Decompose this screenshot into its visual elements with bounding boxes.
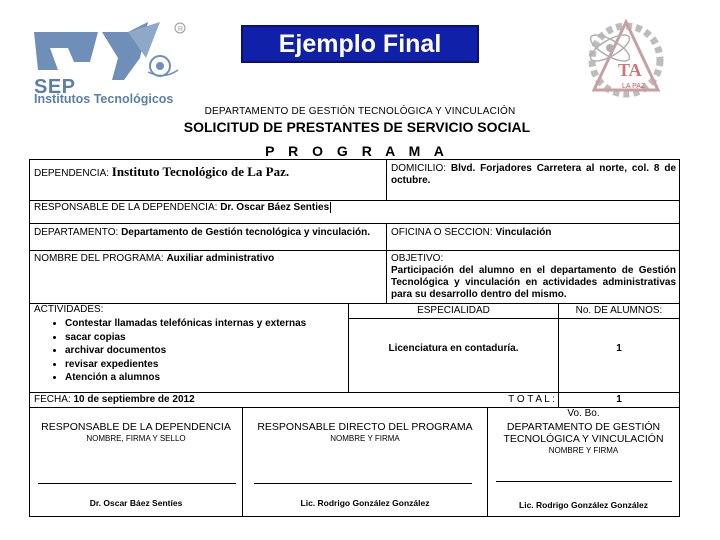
sep-brand: SEP bbox=[34, 76, 76, 98]
sig3-vobo: Vo. Bo. bbox=[567, 408, 600, 419]
oficina-field bbox=[391, 227, 676, 239]
form-table bbox=[29, 159, 680, 517]
programa-label: NOMBRE DEL PROGRAMA: bbox=[34, 253, 164, 264]
activity-item: • Atención a alumnos bbox=[65, 371, 375, 385]
oficina-value: Vinculación bbox=[495, 227, 552, 238]
itlp-logo-text: LA PAZ bbox=[622, 83, 646, 90]
total-value: 1 bbox=[616, 394, 622, 405]
program-heading: P R O G R A M A bbox=[265, 143, 449, 159]
alumnos-label: No. DE ALUMNOS: bbox=[575, 305, 663, 316]
dependencia-label: DEPENDENCIA: bbox=[34, 168, 110, 179]
sig1-name: Dr. Oscar Báez Sentíes bbox=[89, 498, 183, 508]
responsable-field bbox=[34, 202, 674, 214]
fecha-label: FECHA: bbox=[34, 394, 71, 405]
sig3-title: DEPARTAMENTO DE GESTIÓN TECNOLÓGICA Y VINCULACIÓN bbox=[503, 421, 664, 445]
page-title: Ejemplo Final bbox=[241, 25, 479, 63]
oficina-label: OFICINA O SECCION: bbox=[391, 227, 493, 238]
programa-value: Auxiliar administrativo bbox=[166, 253, 275, 264]
activity-item: • revisar expedientes bbox=[65, 358, 375, 372]
departamento-field bbox=[34, 227, 382, 239]
activity-item: • archivar documentos bbox=[65, 344, 375, 358]
sig1-subtitle: NOMBRE, FIRMA Y SELLO bbox=[86, 434, 186, 443]
domicilio-field bbox=[391, 163, 676, 187]
sig2-name: Lic. Rodrigo González González bbox=[300, 498, 430, 508]
sig1-title: RESPONSABLE DE LA DEPENDENCIA bbox=[41, 421, 231, 433]
objetivo-label: OBJETIVO: bbox=[391, 253, 444, 264]
dependencia-field bbox=[34, 166, 379, 180]
responsable-value: Dr. Oscar Báez Senties bbox=[220, 202, 330, 213]
request-title: SOLICITUD DE PRESTANTES DE SERVICIO SOCIAL bbox=[183, 119, 531, 135]
svg-text:R: R bbox=[178, 26, 184, 33]
department-heading: DEPARTAMENTO DE GESTIÓN TECNOLÓGICA Y VINCULACIÓN bbox=[204, 106, 516, 117]
activity-item: • Contestar llamadas telefónicas internas y externas bbox=[65, 317, 375, 331]
actividades-list bbox=[30, 317, 375, 385]
itlp-logo bbox=[566, 14, 682, 104]
activity-item: • sacar copias bbox=[65, 331, 375, 345]
objetivo-field bbox=[391, 253, 676, 301]
dependencia-value: Instituto Tecnológico de La Paz. bbox=[111, 164, 290, 179]
sep-subtitle: Institutos Tecnológicos bbox=[34, 92, 174, 106]
fecha-value: 10 de septiembre de 2012 bbox=[73, 394, 195, 405]
departamento-value: Departamento de Gestión tecnológica y vinculación. bbox=[121, 227, 371, 238]
domicilio-value: Blvd. Forjadores Carretera al norte, col. 8 de octubre. bbox=[391, 163, 677, 186]
sig3-subtitle: NOMBRE Y FIRMA bbox=[548, 446, 619, 455]
especialidad-value: Licenciatura en contaduría. bbox=[388, 343, 519, 354]
programa-field bbox=[34, 253, 382, 265]
svg-text:TA: TA bbox=[618, 60, 642, 80]
sig2-title: RESPONSABLE DIRECTO DEL PROGRAMA bbox=[257, 421, 473, 433]
especialidad-label: ESPECIALIDAD bbox=[417, 305, 490, 316]
total-label: T O T A L : bbox=[508, 394, 555, 405]
fecha-field bbox=[34, 394, 434, 406]
sig2-subtitle: NOMBRE Y FIRMA bbox=[330, 434, 400, 443]
responsable-label: RESPONSABLE DE LA DEPENDENCIA: bbox=[34, 202, 218, 213]
alumnos-value: 1 bbox=[616, 343, 622, 354]
departamento-label: DEPARTAMENTO: bbox=[34, 227, 119, 238]
actividades-label: ACTIVIDADES: bbox=[34, 304, 104, 315]
objetivo-value: Participación del alumno en el departamento de Gestión Tecnológica y vinculación en actividades administrativas para su desarrollo dentro del mismo. bbox=[391, 265, 676, 300]
domicilio-label: DOMICILIO: bbox=[391, 163, 447, 174]
sig3-name: Lic. Rodrigo González González bbox=[519, 500, 648, 510]
